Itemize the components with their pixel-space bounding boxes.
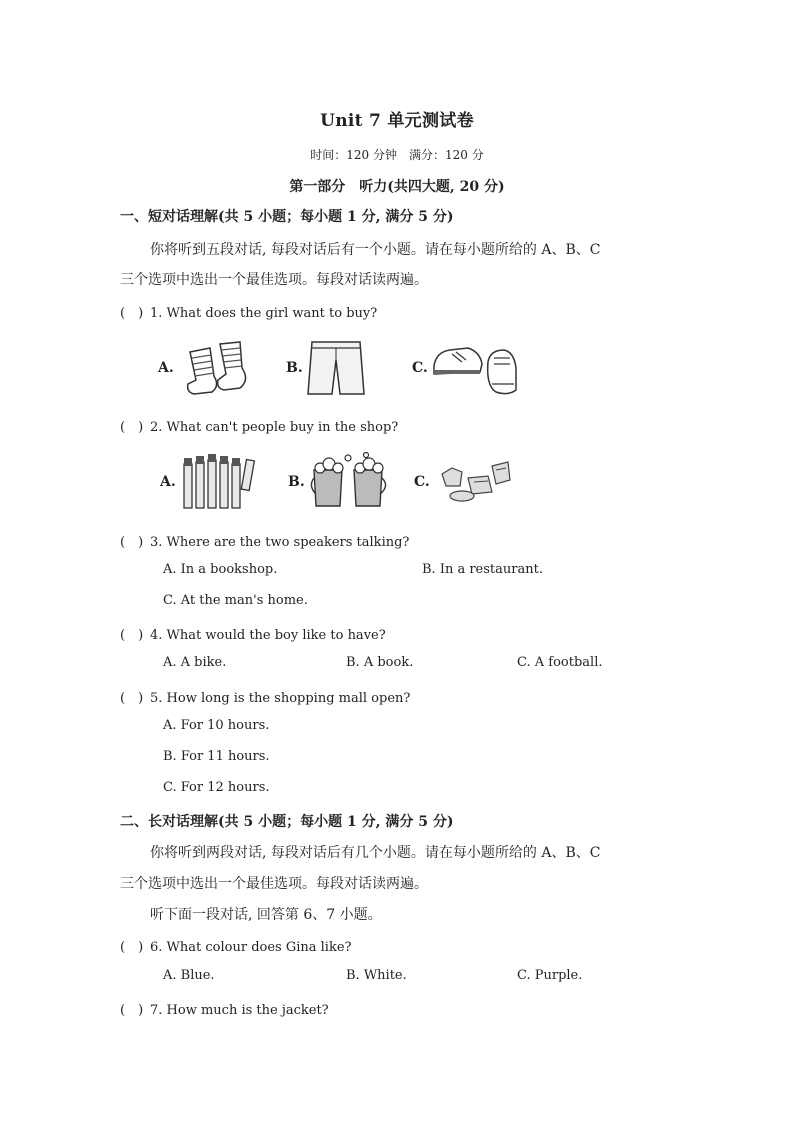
question-6 [120,936,352,955]
exam-meta [0,146,794,163]
option-c[interactable]: C. At the man's home. [163,593,308,608]
question-3 [120,531,409,550]
sneakers-icon [430,342,520,398]
section-instruction: 三个选项中选出一个最佳选项。每段对话读两遍。 [120,272,428,288]
answer-blank[interactable]: ( ) [120,1003,144,1018]
sub-instruction: 听下面一段对话, 回答第 6、7 小题。 [150,907,382,923]
question-5 [120,687,410,706]
answer-blank[interactable]: ( ) [120,306,144,321]
section-instruction: 三个选项中选出一个最佳选项。每段对话读两遍。 [120,876,428,892]
question-7 [120,999,329,1018]
section-instruction: 你将听到两段对话, 每段对话后有几个小题。请在每小题所给的 A、B、C [150,845,601,861]
question-text: 6. What colour does Gina like? [150,940,352,955]
option-b[interactable]: B. For 11 hours. [163,749,270,764]
question-text: 2. What can't people buy in the shop? [150,420,399,435]
question-text: 5. How long is the shopping mall open? [150,691,411,706]
option-c[interactable]: C. For 12 hours. [163,780,270,795]
section-title: 二、长对话理解(共 5 小题；每小题 1 分, 满分 5 分) [120,814,454,830]
question-text: 3. Where are the two speakers talking? [150,535,410,550]
option-c[interactable]: C. A football. [517,655,603,670]
option-c[interactable]: C. Purple. [517,968,583,983]
time-label: 时间：120 分钟 [310,148,397,162]
option-b[interactable]: B. White. [346,968,407,983]
option-a[interactable]: A. For 10 hours. [163,718,270,733]
option-label: A. [160,474,176,490]
score-label: 满分：120 分 [409,148,484,162]
section-title: 一、短对话理解(共 5 小题；每小题 1 分, 满分 5 分) [120,209,454,225]
question-text: 7. How much is the jacket? [150,1003,329,1018]
option-label: B. [286,360,303,376]
option-a[interactable]: A. In a bookshop. [163,562,278,577]
socks-icon [180,338,260,398]
shorts-icon [306,338,366,398]
question-1 [120,302,377,321]
answer-blank[interactable]: ( ) [120,535,144,550]
question-text: 4. What would the boy like to have? [150,628,386,643]
section-instruction: 你将听到五段对话, 每段对话后有一个小题。请在每小题所给的 A、B、C [150,242,601,258]
option-b[interactable]: B. A book. [346,655,414,670]
answer-blank[interactable]: ( ) [120,628,144,643]
option-a[interactable]: A. A bike. [163,655,227,670]
option-label: C. [414,474,430,490]
option-label: B. [288,474,305,490]
markers-icon [180,454,260,512]
question-2 [120,416,398,435]
answer-blank[interactable]: ( ) [120,420,144,435]
option-label: C. [412,360,428,376]
beer-mugs-icon [308,452,392,512]
answer-blank[interactable]: ( ) [120,940,144,955]
question-text: 1. What does the girl want to buy? [150,306,378,321]
answer-blank[interactable]: ( ) [120,691,144,706]
question-4 [120,624,386,643]
option-b[interactable]: B. In a restaurant. [422,562,543,577]
page-title: Unit 7 单元测试卷 [320,111,474,131]
part-title: 第一部分 听力(共四大题, 20 分) [289,179,505,195]
clothes-pile-icon [438,456,514,506]
option-a[interactable]: A. Blue. [163,968,215,983]
option-label: A. [158,360,174,376]
